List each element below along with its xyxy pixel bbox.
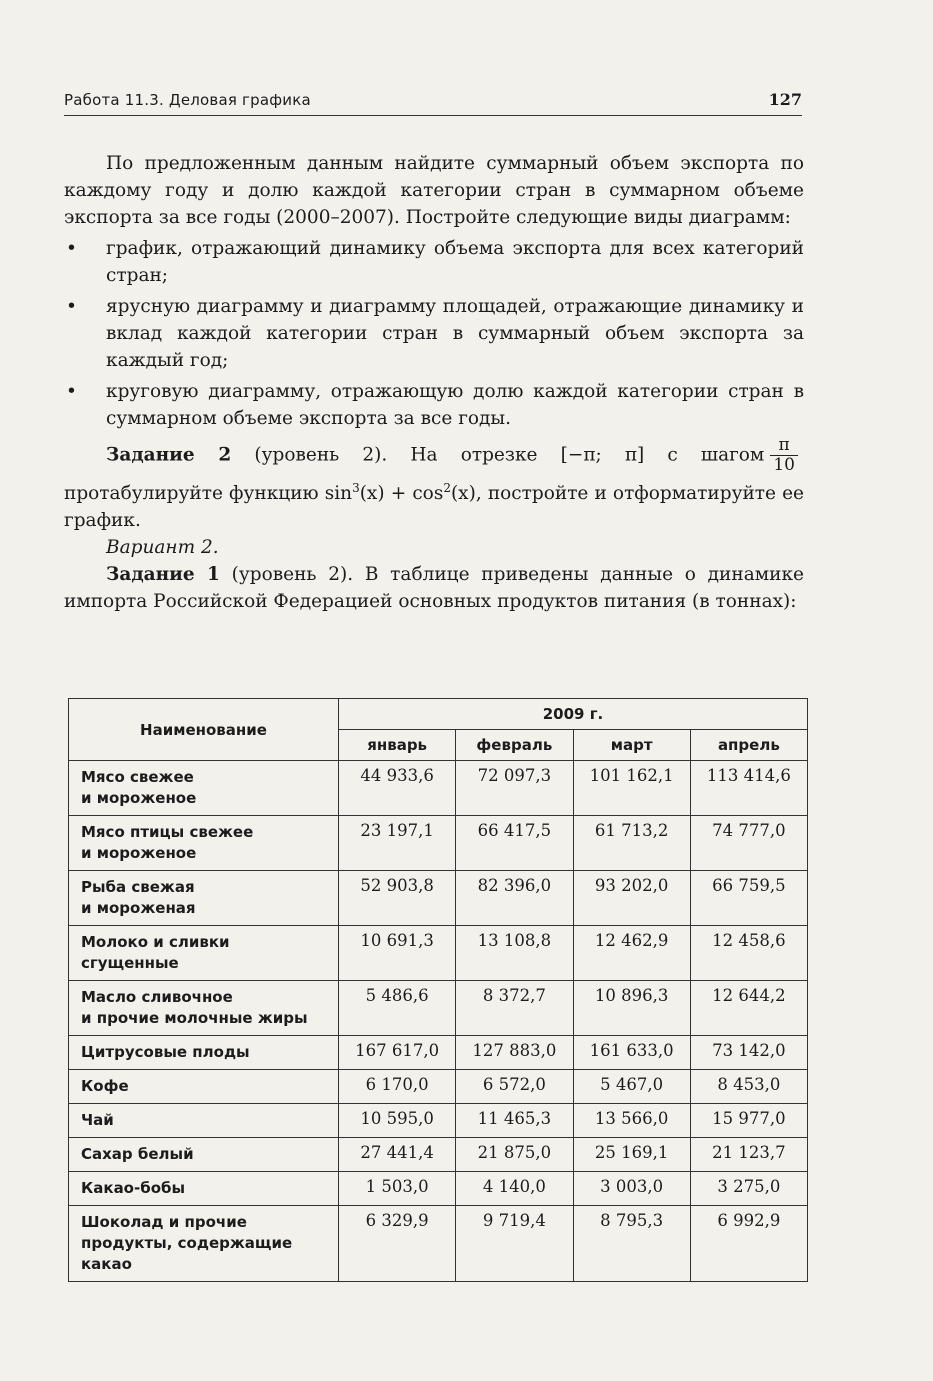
- product-name-cell: Шоколад и прочие продукты, содержащие какао: [69, 1206, 339, 1282]
- page-number: 127: [768, 90, 802, 109]
- bullet-dot-icon: •: [66, 238, 77, 259]
- year-column-header: 2009 г.: [339, 699, 808, 730]
- month-header: март: [573, 730, 690, 761]
- value-cell: 6 992,9: [690, 1206, 807, 1282]
- table-body: [69, 761, 808, 1282]
- table-row: [69, 816, 808, 871]
- table-row: [69, 1036, 808, 1070]
- value-cell: 66 417,5: [456, 816, 573, 871]
- intro-paragraph: По предложенным данным найдите суммарный объем экспорта по каждому году и долю каждой категории стран в суммарном объеме экспорта за все годы (2000–2007). Постройте следующие виды диаграмм:: [64, 153, 804, 228]
- value-cell: 5 486,6: [339, 981, 456, 1036]
- task2-text-a: На отрезке [−π; π] с шагом: [410, 444, 765, 466]
- table-row: [69, 761, 808, 816]
- product-name-cell: Чай: [69, 1104, 339, 1138]
- import-table: [68, 698, 808, 1282]
- value-cell: 66 759,5: [690, 871, 807, 926]
- product-name-cell: Цитрусовые плоды: [69, 1036, 339, 1070]
- value-cell: 5 467,0: [573, 1070, 690, 1104]
- value-cell: 82 396,0: [456, 871, 573, 926]
- running-head-title: Работа 11.3. Деловая графика: [64, 91, 311, 109]
- task2-text-b: протабулируйте функцию sin: [64, 483, 353, 505]
- value-cell: 21 123,7: [690, 1138, 807, 1172]
- bullet-list: [64, 235, 804, 432]
- product-name-cell: Молоко и сливки сгущенные: [69, 926, 339, 981]
- value-cell: 13 566,0: [573, 1104, 690, 1138]
- value-cell: 13 108,8: [456, 926, 573, 981]
- bullet-item: [64, 378, 804, 432]
- bullet-dot-icon: •: [66, 296, 77, 317]
- task2-paragraph: [64, 436, 804, 534]
- bullet-text: ярусную диаграмму и диаграмму площадей, отражающие динамику и вклад каждой категории стран в суммарный объем экспорта за каждый год;: [106, 296, 804, 371]
- value-cell: 9 719,4: [456, 1206, 573, 1282]
- product-name-cell: Мясо свежее и мороженое: [69, 761, 339, 816]
- product-name-cell: Кофе: [69, 1070, 339, 1104]
- value-cell: 10 896,3: [573, 981, 690, 1036]
- fraction-numerator: π: [770, 436, 798, 456]
- value-cell: 161 633,0: [573, 1036, 690, 1070]
- value-cell: 8 795,3: [573, 1206, 690, 1282]
- table-row: [69, 1104, 808, 1138]
- value-cell: 21 875,0: [456, 1138, 573, 1172]
- value-cell: 11 465,3: [456, 1104, 573, 1138]
- task1-level: (уровень 2).: [231, 564, 354, 586]
- bullet-item: [64, 235, 804, 289]
- table-row: [69, 981, 808, 1036]
- table-header-row: [69, 699, 808, 730]
- value-cell: 12 644,2: [690, 981, 807, 1036]
- value-cell: 6 170,0: [339, 1070, 456, 1104]
- task2-label: Задание 2: [106, 444, 232, 466]
- table-row: [69, 1138, 808, 1172]
- variant-heading: Вариант 2.: [106, 537, 219, 559]
- bullet-item: [64, 293, 804, 374]
- value-cell: 101 162,1: [573, 761, 690, 816]
- exponent-cos: 2: [443, 481, 451, 495]
- value-cell: 23 197,1: [339, 816, 456, 871]
- value-cell: 10 595,0: [339, 1104, 456, 1138]
- exponent-sin: 3: [352, 481, 360, 495]
- bullet-text: график, отражающий динамику объема экспорта для всех категорий стран;: [106, 238, 804, 286]
- month-header: апрель: [690, 730, 807, 761]
- value-cell: 15 977,0: [690, 1104, 807, 1138]
- value-cell: 25 169,1: [573, 1138, 690, 1172]
- running-head: [64, 90, 802, 116]
- table-row: [69, 1172, 808, 1206]
- task1-text: В таблице приведены данные о динамике импорта Российской Федерацией основных продуктов питания (в тоннах):: [64, 564, 804, 613]
- task2-text-d: (x), постройте и отформатируйте ее график.: [64, 483, 804, 532]
- value-cell: 3 003,0: [573, 1172, 690, 1206]
- month-header: январь: [339, 730, 456, 761]
- value-cell: 61 713,2: [573, 816, 690, 871]
- task2-level: (уровень 2).: [254, 444, 388, 466]
- task2-text-c: (x) + cos: [359, 483, 444, 505]
- value-cell: 93 202,0: [573, 871, 690, 926]
- value-cell: 4 140,0: [456, 1172, 573, 1206]
- value-cell: 6 329,9: [339, 1206, 456, 1282]
- value-cell: 74 777,0: [690, 816, 807, 871]
- value-cell: 167 617,0: [339, 1036, 456, 1070]
- task1-paragraph: [64, 561, 804, 615]
- value-cell: 72 097,3: [456, 761, 573, 816]
- value-cell: 73 142,0: [690, 1036, 807, 1070]
- task1-label: Задание 1: [106, 564, 220, 586]
- value-cell: 52 903,8: [339, 871, 456, 926]
- value-cell: 1 503,0: [339, 1172, 456, 1206]
- body-text: [64, 150, 804, 615]
- value-cell: 6 572,0: [456, 1070, 573, 1104]
- value-cell: 27 441,4: [339, 1138, 456, 1172]
- product-name-cell: Мясо птицы свежее и мороженое: [69, 816, 339, 871]
- product-name-cell: Масло сливочное и прочие молочные жиры: [69, 981, 339, 1036]
- name-column-header: Наименование: [69, 699, 339, 761]
- value-cell: 8 372,7: [456, 981, 573, 1036]
- value-cell: 10 691,3: [339, 926, 456, 981]
- table-row: [69, 1206, 808, 1282]
- table-row: [69, 926, 808, 981]
- product-name-cell: Какао-бобы: [69, 1172, 339, 1206]
- table-row: [69, 871, 808, 926]
- step-fraction: [770, 436, 798, 475]
- product-name-cell: Рыба свежая и мороженая: [69, 871, 339, 926]
- value-cell: 12 458,6: [690, 926, 807, 981]
- value-cell: 127 883,0: [456, 1036, 573, 1070]
- value-cell: 12 462,9: [573, 926, 690, 981]
- bullet-text: круговую диаграмму, отражающую долю каждой категории стран в суммарном объеме экспорта за все годы.: [106, 381, 804, 429]
- value-cell: 3 275,0: [690, 1172, 807, 1206]
- value-cell: 113 414,6: [690, 761, 807, 816]
- fraction-denominator: 10: [773, 455, 795, 475]
- value-cell: 44 933,6: [339, 761, 456, 816]
- bullet-dot-icon: •: [66, 381, 77, 402]
- product-name-cell: Сахар белый: [69, 1138, 339, 1172]
- value-cell: 8 453,0: [690, 1070, 807, 1104]
- month-header: февраль: [456, 730, 573, 761]
- table-row: [69, 1070, 808, 1104]
